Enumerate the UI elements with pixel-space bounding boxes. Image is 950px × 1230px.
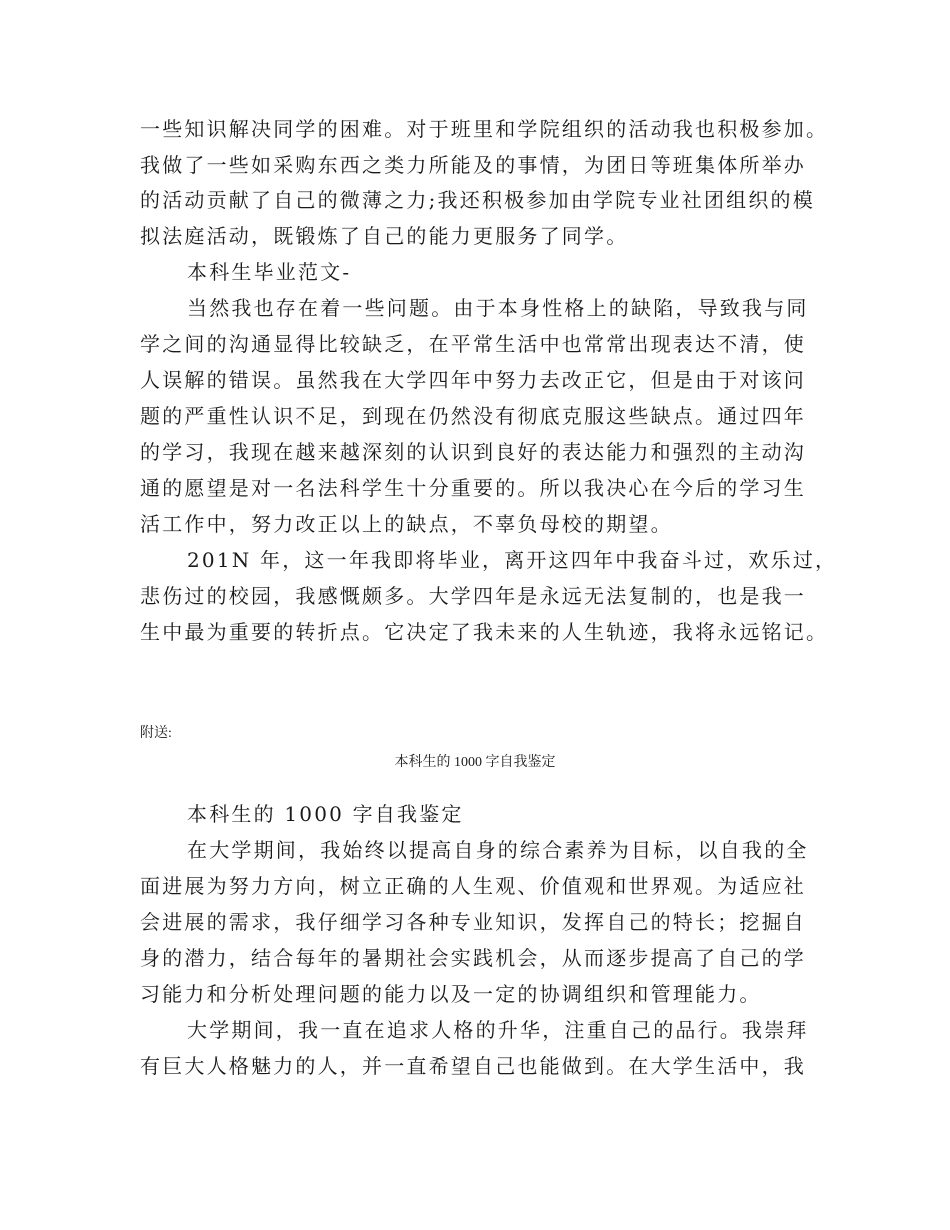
appendix-label: 附送: — [140, 726, 172, 741]
text-line: 学之间的沟通显得比较缺乏，在平常生活中也常常出现表达不清，使 — [140, 332, 806, 356]
appendix-title: 本科生的 1000 字自我鉴定 — [394, 755, 556, 770]
section-heading: 本科生毕业范文- — [187, 260, 352, 284]
text-line: 身的潜力，结合每年的暑期社会实践机会，从而逐步提高了自己的学 — [140, 946, 806, 970]
text-line: 生中最为重要的转折点。它决定了我未来的人生轨迹，我将永远铭记。 — [140, 620, 829, 644]
text-line: 活工作中，努力改正以上的缺点，不辜负母校的期望。 — [140, 512, 673, 536]
text-line: 一些知识解决同学的困难。对于班里和学院组织的活动我也积极参加。 — [140, 117, 829, 141]
text-line: 拟法庭活动，既锻炼了自己的能力更服务了同学。 — [140, 224, 629, 248]
paragraph-first-line: 当然我也存在着一些问题。由于本身性格上的缺陷，导致我与同 — [187, 296, 809, 320]
text-line: 有巨大人格魅力的人，并一直希望自己也能做到。在大学生活中，我 — [140, 1054, 806, 1078]
text-line: 悲伤过的校园，我感慨颇多。大学四年是永远无法复制的，也是我一 — [140, 584, 806, 608]
text-line: 的活动贡献了自己的微薄之力;我还积极参加由学院专业社团组织的模 — [140, 188, 815, 212]
text-line: 面进展为努力方向，树立正确的人生观、价值观和世界观。为适应社 — [140, 874, 806, 898]
appendix-heading: 本科生的 1000 字自我鉴定 — [187, 802, 464, 826]
text-line: 通的愿望是对一名法科学生十分重要的。所以我决心在今后的学习生 — [140, 476, 806, 500]
text-line: 我做了一些如采购东西之类力所能及的事情，为团日等班集体所举办 — [140, 153, 806, 177]
text-line: 的学习，我现在越来越深刻的认识到良好的表达能力和强烈的主动沟 — [140, 440, 806, 464]
text-line: 题的严重性认识不足，到现在仍然没有彻底克服这些缺点。通过四年 — [140, 404, 806, 428]
paragraph-first-line: 201N 年，这一年我即将毕业，离开这四年中我奋斗过，欢乐过， — [187, 548, 838, 572]
text-line: 会进展的需求，我仔细学习各种专业知识，发挥自己的特长；挖掘自 — [140, 910, 806, 934]
text-line: 习能力和分析处理问题的能力以及一定的协调组织和管理能力。 — [140, 982, 762, 1006]
paragraph-first-line: 在大学期间，我始终以提高自身的综合素养为目标，以自我的全 — [187, 838, 809, 862]
paragraph-first-line: 大学期间，我一直在追求人格的升华，注重自己的品行。我崇拜 — [187, 1018, 809, 1042]
text-line: 人误解的错误。虽然我在大学四年中努力去改正它，但是由于对该问 — [140, 368, 806, 392]
